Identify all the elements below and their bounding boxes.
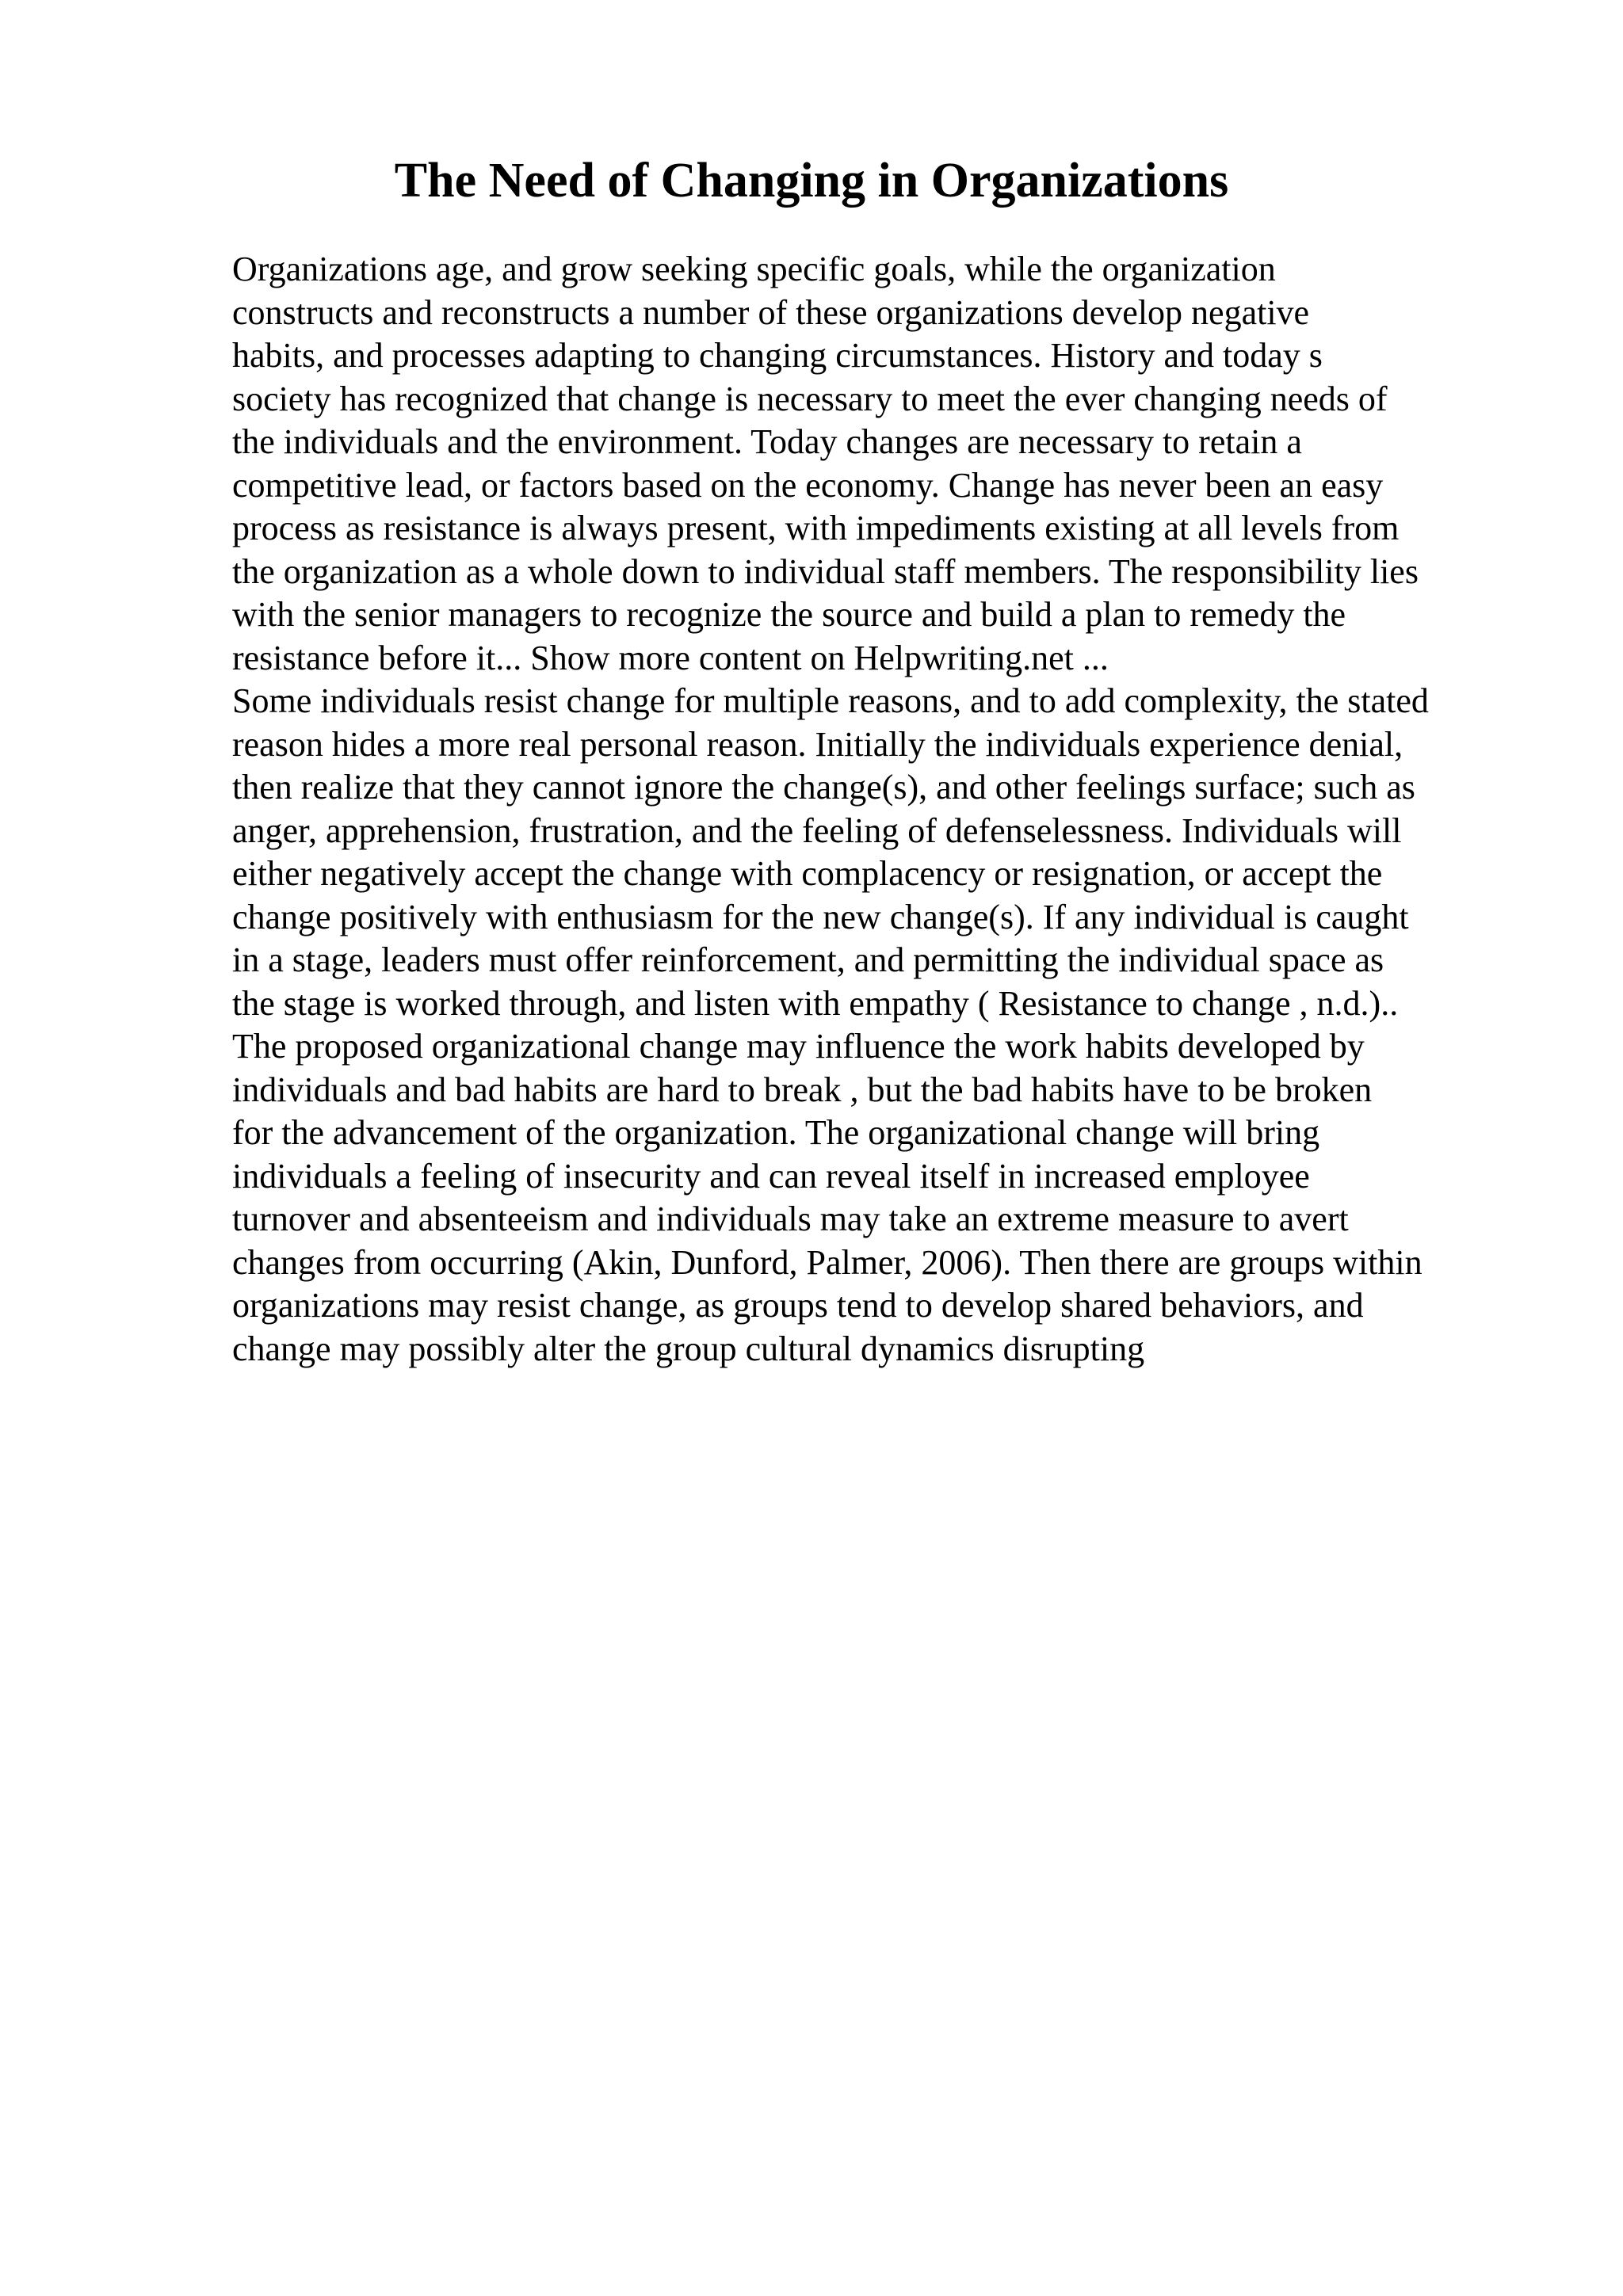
body-line: changes from occurring (Akin, Dunford, Palmer, 2006). Then there are groups within (232, 1242, 1423, 1282)
body-line: the individuals and the environment. Today changes are necessary to retain a (232, 422, 1302, 461)
body-line: the stage is worked through, and listen with empathy ( Resistance to change , n.d.).. (232, 983, 1399, 1023)
body-line: in a stage, leaders must offer reinforcement, and permitting the individual space as (232, 940, 1384, 979)
body-line: change may possibly alter the group cultural dynamics disrupting (232, 1329, 1145, 1368)
body-line: The proposed organizational change may influence the work habits developed by (232, 1027, 1365, 1066)
body-line: resistance before it... Show more content on Helpwriting.net ... (232, 638, 1109, 677)
body-line: Some individuals resist change for multiple reasons, and to add complexity, the stated (232, 681, 1429, 720)
body-line: organizations may resist change, as groups tend to develop shared behaviors, and (232, 1286, 1364, 1325)
body-line: process as resistance is always present, with impediments existing at all levels from (232, 509, 1400, 547)
body-line: reason hides a more real personal reason. Initially the individuals experience denial, (232, 724, 1403, 764)
body-line: the organization as a whole down to individual staff members. The responsibility lies (232, 551, 1419, 591)
body-line: competitive lead, or factors based on the economy. Change has never been an easy (232, 465, 1384, 505)
body-line: change positively with enthusiasm for the new change(s). If any individual is caught (232, 897, 1409, 936)
body-line: for the advancement of the organization. The organizational change will bring (232, 1113, 1320, 1152)
body-line: habits, and processes adapting to changing circumstances. History and today s (232, 336, 1323, 375)
body-line: individuals and bad habits are hard to break , but the bad habits have to be broken (232, 1070, 1373, 1109)
body-line: turnover and absenteeism and individuals may take an extreme measure to avert (232, 1199, 1349, 1238)
body-line: then realize that they cannot ignore the change(s), and other feelings surface; such as (232, 768, 1415, 807)
document-body (232, 248, 1540, 1371)
body-line: either negatively accept the change with complacency or resignation, or accept the (232, 854, 1383, 893)
body-line: society has recognized that change is necessary to meet the ever changing needs of (232, 379, 1388, 418)
document-title: The Need of Changing in Organizations (394, 154, 1229, 208)
body-line: anger, apprehension, frustration, and the feeling of defenselessness. Individuals will (232, 810, 1402, 850)
body-line: Organizations age, and grow seeking specific goals, while the organization (232, 250, 1276, 288)
body-line: constructs and reconstructs a number of these organizations develop negative (232, 292, 1310, 332)
body-line: with the senior managers to recognize the source and build a plan to remedy the (232, 595, 1346, 634)
body-line: individuals a feeling of insecurity and can reveal itself in increased employee (232, 1156, 1310, 1196)
